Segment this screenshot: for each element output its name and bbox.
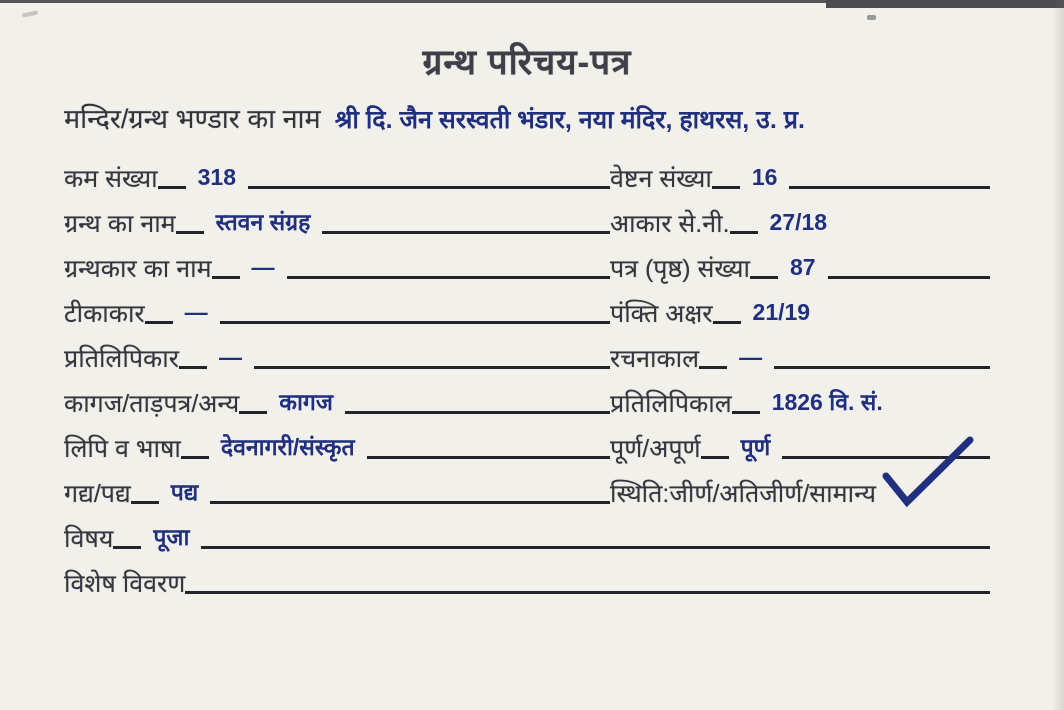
rule-line [782,456,990,459]
rule-line [210,501,610,504]
field-right [610,292,990,337]
form-row [64,202,990,247]
field-value: 318 [197,164,236,190]
field-value: — [739,344,763,370]
field-label: कागज/ताड़पत्र/अन्य [64,390,240,418]
field-label: गद्य/पद्य [64,480,131,508]
field-value: पूर्ण [740,434,771,460]
rule-line [213,591,990,594]
rule-line [750,276,778,279]
field-left [64,292,610,337]
field-value: — [184,299,208,325]
scan-artifact-smudge [22,10,38,17]
field-left [64,517,990,562]
field-value: — [218,344,242,370]
rule-line [113,546,141,549]
field-right [610,157,990,202]
field-value: — [251,254,275,280]
rule-line [322,231,610,234]
card-content [64,34,990,607]
scan-artifact-right-shadow [1052,0,1064,710]
field-right [610,247,990,292]
rule-line [201,546,990,549]
field-label: आकार से.नी. [610,210,730,238]
field-left [64,382,610,427]
field-left [64,157,610,202]
field-label: प्रतिलिपिकार [64,345,179,373]
field-right [610,337,990,382]
field-label: प्रतिलिपिकाल [610,390,732,418]
field-label: रचनाकाल [610,345,700,373]
field-left [64,337,610,382]
rule-line [789,186,990,189]
field-label: विशेष विवरण [64,570,186,598]
rule-line [713,321,741,324]
field-right [610,472,990,517]
page-title: ग्रन्थ परिचय-पत्र [422,43,632,82]
field-value: 21/19 [752,299,811,325]
rule-line [131,501,159,504]
field-right [610,202,990,247]
field-label: कम संख्या [64,165,158,193]
field-label: विषय [64,525,114,553]
form-row [64,427,990,472]
field-left [64,472,610,517]
form-row [64,292,990,337]
rule-line [287,276,610,279]
field-right [610,382,990,427]
field-value: पद्य [170,479,199,505]
field-right [610,427,990,472]
field-value: 27/18 [769,209,828,235]
field-value: देवनागरी/संस्कृत [220,434,355,460]
rule-line [254,366,610,369]
field-label: ग्रन्थकार का नाम [64,255,212,283]
rule-line [730,231,758,234]
form-row [64,337,990,382]
form-row [64,382,990,427]
field-label: ग्रन्थ का नाम [64,210,176,238]
field-left [64,247,610,292]
field-left [64,427,610,472]
rule-line [220,321,610,324]
field-label: स्थिति:जीर्ण/अतिजीर्ण/सामान्य [610,480,876,508]
rule-line [145,321,173,324]
rule-line [828,276,990,279]
field-label: टीकाकार [64,300,145,328]
field-value: 87 [789,254,816,280]
form-row [64,517,990,562]
rule-line [176,231,204,234]
form-row [64,472,990,517]
rows [64,157,990,607]
form-row [64,247,990,292]
field-label: पंक्ति अक्षर [610,300,713,328]
temple-name-value: श्री दि. जैन सरस्वती भंडार, नया मंदिर, हाथरस, उ. प्र. [334,106,805,134]
header-row [64,99,990,149]
rule-line [732,411,760,414]
field-value: कागज [279,389,333,415]
field-left [64,562,990,607]
rule-line [345,411,610,414]
rule-line [712,186,740,189]
rule-line [179,366,207,369]
rule-line [248,186,610,189]
rule-line [699,366,727,369]
field-label: लिपि व भाषा [64,435,181,463]
rule-line [367,456,610,459]
temple-name-label: मन्दिर/ग्रन्थ भण्डार का नाम [64,104,321,134]
rule-line [158,186,186,189]
rule-line [774,366,990,369]
field-value: स्तवन संग्रह [215,209,311,235]
field-value: पूजा [153,524,190,550]
form-row [64,157,990,202]
field-label: पूर्ण/अपूर्ण [610,435,701,463]
field-left [64,202,610,247]
form-row [64,562,990,607]
field-label: वेष्टन संख्या [610,165,712,193]
rule-line [181,456,209,459]
rule-line [185,591,213,594]
rule-line [239,411,267,414]
rule-line [701,456,729,459]
scan-artifact-top-right-edge [826,0,1064,8]
scan-artifact-speck [867,15,876,20]
field-label: पत्र (पृष्ठ) संख्या [610,255,750,283]
field-value: 1826 वि. सं. [771,389,883,415]
field-value: 16 [751,164,778,190]
rule-line [212,276,240,279]
